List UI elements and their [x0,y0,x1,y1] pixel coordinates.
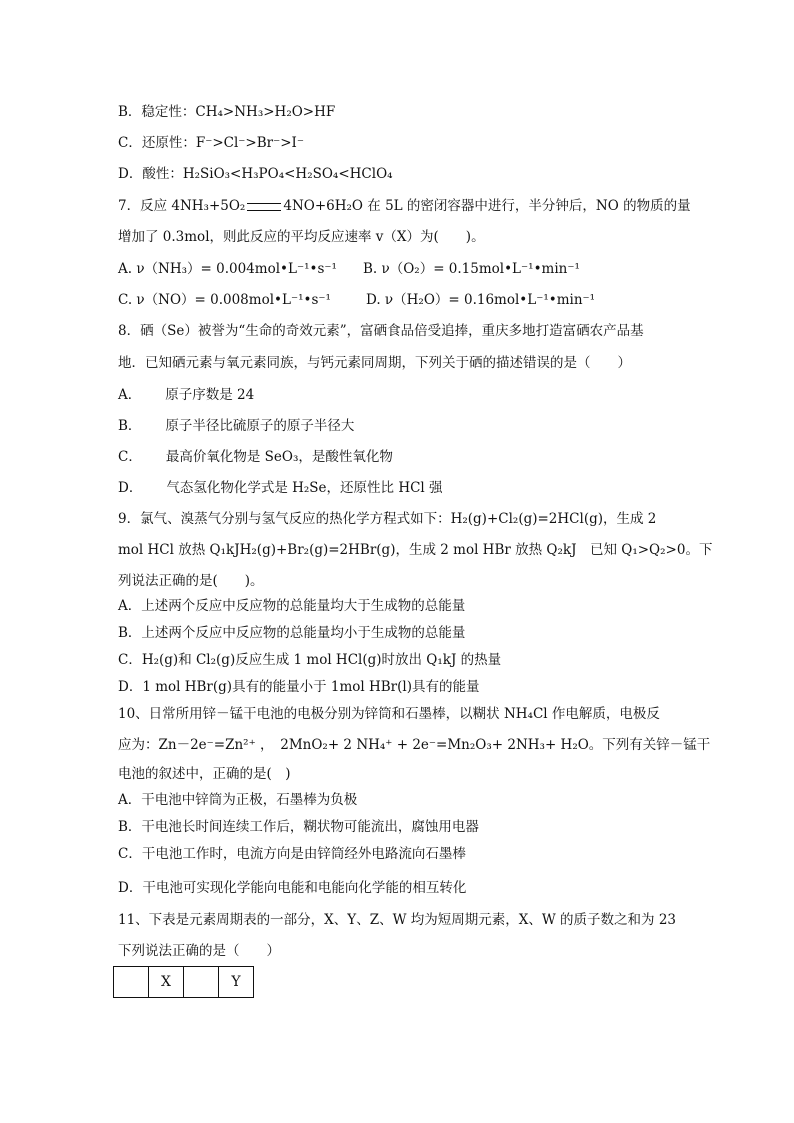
q10-option-c: C．干电池工作时，电流方向是由锌筒经外电路流向石墨棒 [118,846,466,862]
q7-option-a: A. ν（NH₃）= 0.004mol•L⁻¹•s⁻¹ [118,261,337,277]
q7-stem-line1 [118,197,691,215]
q10-stem-line3: 电池的叙述中，正确的是( ) [118,766,291,782]
q8-stem-line1: 8．硒（Se）被誉为“生命的奇效元素”，富硒食品倍受追捧，重庆多地打造富硒农产品基 [118,323,644,339]
q10-stem-line2: 应为：Zn－2e⁻=Zn²⁺ ， 2MnO₂+ 2 NH₄⁺ + 2e⁻=Mn₂O₃+ 2NH₃+ H₂O。下列有关锌－锰干 [118,737,711,753]
q11-stem-line1: 11、下表是元素周期表的一部分，X、Y、Z、W 均为短周期元素，X、W 的质子数之和为 23 [118,912,676,928]
q9-option-c: C．H₂(g)和 Cl₂(g)反应生成 1 mol HCl(g)时放出 Q₁kJ 的热量 [118,652,502,668]
q8-option-a-label: A． [118,387,142,403]
q8-option-d-label: D． [118,480,143,496]
q10-option-d: D．干电池可实现化学能向电能和电能向化学能的相互转化 [118,880,467,896]
q9-stem-line2: mol HCl 放热 Q₁kJH₂(g)+Br₂(g)=2HBr(g)，生成 2 mol HBr 放热 Q₂kJ 已知 Q₁>Q₂>0。下 [118,542,713,558]
q8-option-c [118,448,393,466]
q8-stem-line2: 地．已知硒元素与氧元素同族，与钙元素同周期，下列关于硒的描述错误的是（ ） [118,355,631,371]
q7-option-d: D. ν（H₂O）= 0.16mol•L⁻¹•min⁻¹ [366,292,596,308]
q10-option-b: B．干电池长时间连续工作后，糊状物可能流出，腐蚀用电器 [118,819,479,835]
equilibrium-arrow-icon [247,203,281,211]
q9-stem-line3: 列说法正确的是( )。 [118,573,264,589]
q10-option-a: A．干电池中锌筒为正极，石墨棒为负极 [118,792,358,808]
q7-option-c: C. ν（NO）= 0.008mol•L⁻¹•s⁻¹ [118,292,331,308]
q8-option-c-text: 最高价氧化物是 SeO₃，是酸性氧化物 [165,449,393,465]
q7-stem-line2: 增加了 0.3mol，则此反应的平均反应速率 v（X）为( )。 [118,229,485,245]
q11-stem-line2: 下列说法正确的是（ ） [118,943,280,959]
q9-stem-line1: 9．氯气、溴蒸气分别与氢气反应的热化学方程式如下：H₂(g)+Cl₂(g)=2HCl(g)，生成 2 [118,511,657,527]
table-cell [184,967,219,998]
q6-option-c: C．还原性：F⁻>Cl⁻>Br⁻>I⁻ [118,135,304,151]
q8-option-b-text: 原子半径比硫原子的原子半径大 [165,418,355,434]
q8-option-a [118,386,254,404]
q7-option-b: B. ν（O₂）= 0.15mol•L⁻¹•min⁻¹ [363,261,580,277]
q7-stem-suffix: 4NO+6H₂O 在 5L 的密闭容器中进行，半分钟后，NO 的物质的量 [283,198,691,214]
q10-stem-line1: 10、日常所用锌－锰干电池的电极分别为锌筒和石墨棒，以糊状 NH₄Cl 作电解质，电极反 [118,706,660,722]
table-cell [114,967,149,998]
q9-option-d: D．1 mol HBr(g)具有的能量小于 1mol HBr(l)具有的能量 [118,679,480,695]
table-cell: Y [219,967,254,998]
q8-option-b-label: B． [118,418,142,434]
q8-option-c-label: C． [118,449,142,465]
q6-option-d: D．酸性：H₂SiO₃<H₃PO₄<H₂SO₄<HClO₄ [118,166,393,182]
q6-option-b: B．稳定性：CH₄>NH₃>H₂O>HF [118,104,336,120]
table-cell: X [149,967,184,998]
q9-option-b: B．上述两个反应中反应物的总能量均小于生成物的总能量 [118,625,466,641]
q8-option-d [118,479,443,497]
periodic-table-fragment [113,966,254,998]
q8-option-a-text: 原子序数是 24 [165,387,255,403]
q9-option-a: A．上述两个反应中反应物的总能量均大于生成物的总能量 [118,598,466,614]
table-row [114,967,254,998]
q8-option-b [118,417,354,435]
q8-option-d-text: 气态氢化物化学式是 H₂Se，还原性比 HCl 强 [166,480,443,496]
q7-stem-prefix: 7．反应 4NH₃+5O₂ [118,198,246,214]
